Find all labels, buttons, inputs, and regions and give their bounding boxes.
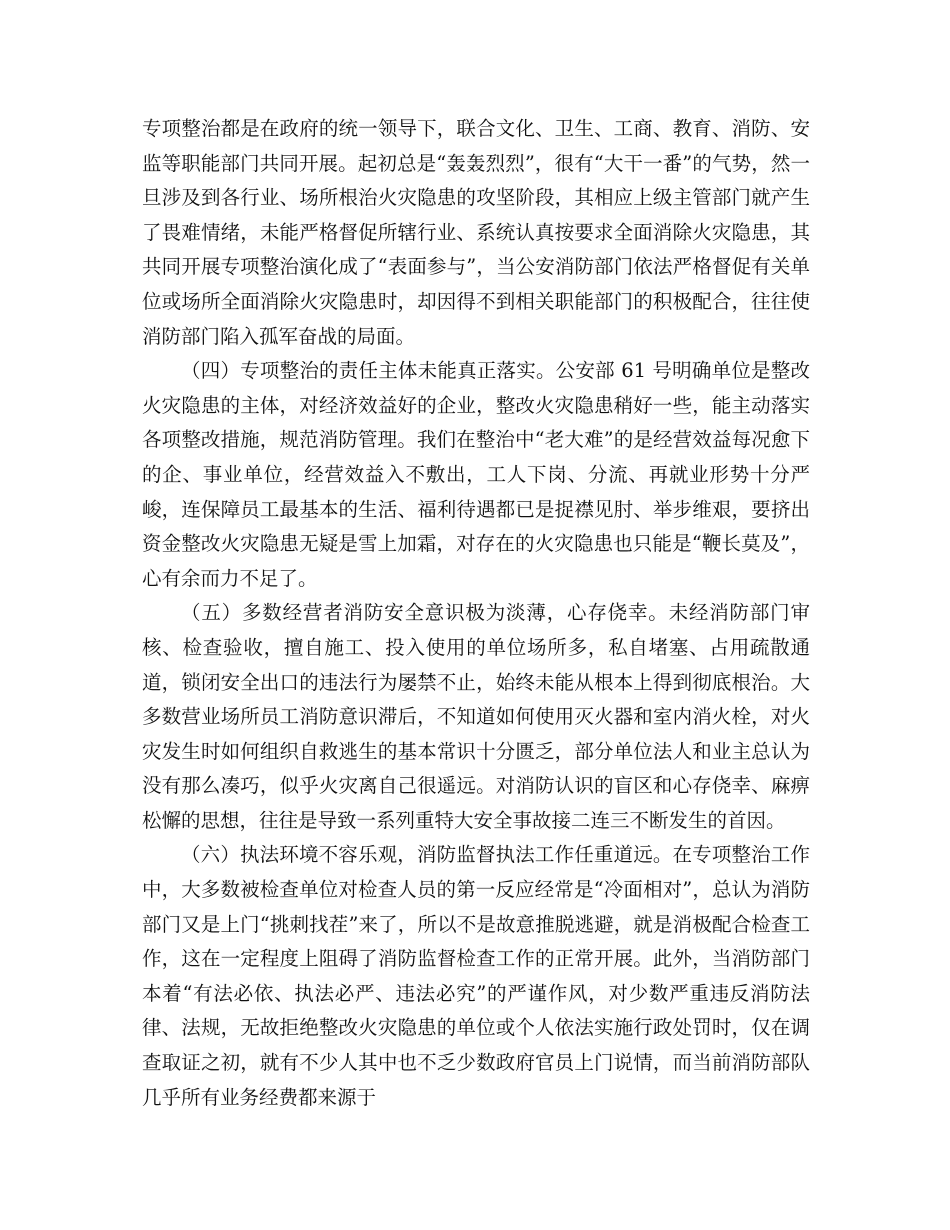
paragraph-section-4: （四）专项整治的责任主体未能真正落实。公安部 61 号明确单位是整改火灾隐患的主体，对经济效益好的企业，整改火灾隐患稍好一些，能主动落实各项整改措施，规范消防管理。我们在整治中“老大难”的是经营效益每况愈下的企、事业单位，经营效益入不敷出，工人下岗、分流、再就业形势十分严峻，连保障员工最基本的生活、福利待遇都已是捉襟见肘、举步维艰，要挤出资金整改火灾隐患无疑是雪上加霜，对存在的火灾隐患也只能是“鞭长莫及”，心有余而力不足了。 bbox=[142, 359, 810, 590]
paragraph-section-6: （六）执法环境不容乐观，消防监督执法工作任重道远。在专项整治工作中，大多数被检查单位对检查人员的第一反应经常是“冷面相对”，总认为消防部门又是上门“挑刺找茬”来了，所以不是故意推脱逃避，就是消极配合检查工作，这在一定程度上阻碍了消防监督检查工作的正常开展。此外，当消防部门本着“有法必依、执法必严、违法必究”的严谨作风，对少数严重违反消防法律、法规，无故拒绝整改火灾隐患的单位或个人依法实施行政处罚时，仅在调查取证之初，就有不少人其中也不乏少数政府官员上门说情，而当前消防部队几乎所有业务经费都来源于 bbox=[142, 843, 810, 1109]
paragraph-continuation: 专项整治都是在政府的统一领导下，联合文化、卫生、工商、教育、消防、安监等职能部门共同开展。起初总是“轰轰烈烈”，很有“大干一番”的气势，然一旦涉及到各行业、场所根治火灾隐患的攻坚阶段，其相应上级主管部门就产生了畏难情绪，未能严格督促所辖行业、系统认真按要求全面消除火灾隐患，其共同开展专项整治演化成了“表面参与”，当公安消防部门依法严格督促有关单位或场所全面消除火灾隐患时，却因得不到相关职能部门的积极配合，往往使消防部门陷入孤军奋战的局面。 bbox=[142, 117, 810, 348]
document-page bbox=[142, 112, 810, 1115]
paragraph-section-5: （五）多数经营者消防安全意识极为淡薄，心存侥幸。未经消防部门审核、检查验收，擅自施工、投入使用的单位场所多，私自堵塞、占用疏散通道，锁闭安全出口的违法行为屡禁不止，始终未能从根本上得到彻底根治。大多数营业场所员工消防意识滞后，不知道如何使用灭火器和室内消火栓，对火灾发生时如何组织自救逃生的基本常识十分匮乏，部分单位法人和业主总认为没有那么凑巧，似乎火灾离自己很遥远。对消防认识的盲区和心存侥幸、麻痹松懈的思想，往往是导致一系列重特大安全事故接二连三不断发生的首因。 bbox=[142, 601, 810, 832]
